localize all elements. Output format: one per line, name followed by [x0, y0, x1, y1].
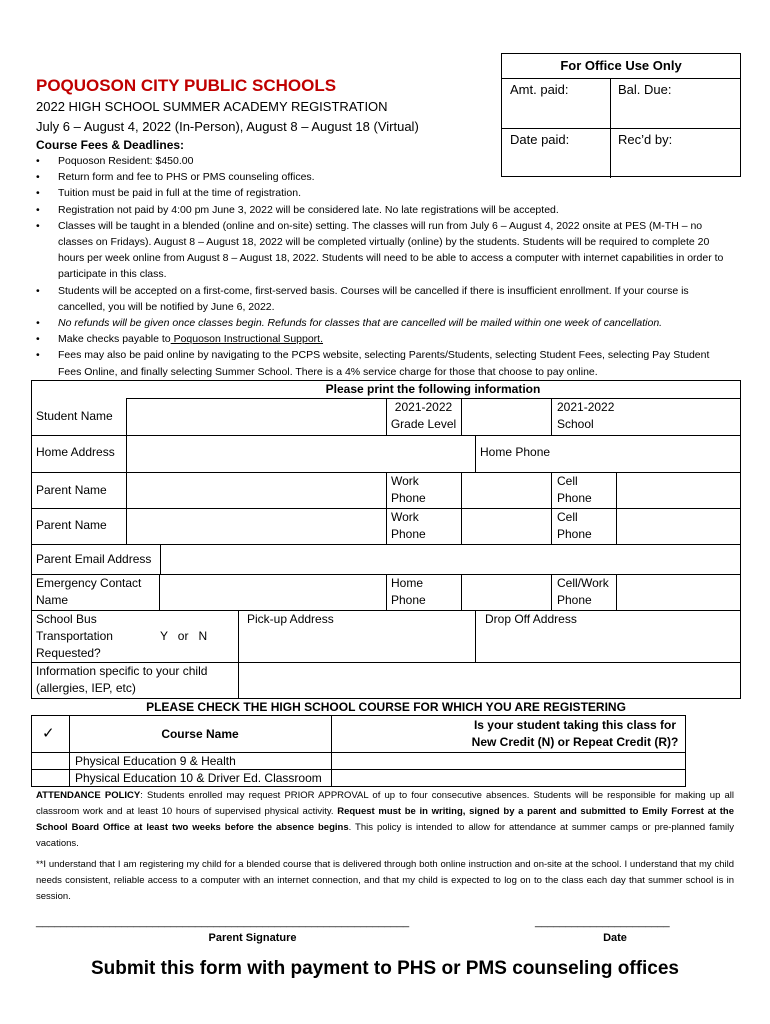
dropoff-address-label: Drop Off Address — [485, 612, 577, 626]
phone-label: Phone — [557, 593, 592, 607]
list-item: • Tuition must be paid in full at the time of registration. — [36, 185, 726, 201]
pickup-address-label: Pick-up Address — [247, 612, 334, 626]
phone-label: Phone — [557, 491, 592, 505]
course-row-2[interactable]: Physical Education 10 & Driver Ed. Classroom — [75, 771, 322, 785]
form-heading: Please print the following information — [325, 382, 541, 396]
school-year-label: 2021-2022 — [557, 400, 615, 414]
cell-label: Cell — [557, 474, 578, 488]
fees-heading: Course Fees & Deadlines: — [36, 138, 185, 152]
signature-line[interactable]: _____________________________________________________________ — [36, 916, 410, 928]
bus-label-1: School Bus — [36, 612, 97, 626]
bal-due-label: Bal. Due: — [618, 82, 672, 97]
program-dates: July 6 – August 4, 2022 (In-Person), August 8 – August 18 (Virtual) — [36, 119, 419, 134]
date-line[interactable]: ______________________ — [535, 916, 670, 928]
course-row-1[interactable]: Physical Education 9 & Health — [75, 754, 236, 768]
check-icon: ✓ — [42, 725, 55, 742]
list-item: • Classes will be taught in a blended (online and on-site) setting. The classes will run from July 6 – August 4, 2022 onsite at PES (M-TH – no classes on Fridays). August 8 – August 18, 2022 will be completed virtually (online) by the students. Students will be required to complete 20 hours per week online from August 8 – August 18, 2022. Students will need to be able to access a computer with internet capabilities in order to participate in this class. — [36, 218, 726, 283]
emergency-name-label: Name — [36, 593, 69, 607]
cell-work-label: Cell/Work — [557, 576, 609, 590]
submit-instructions: Submit this form with payment to PHS or PMS counseling offices — [91, 958, 679, 979]
list-item — [36, 331, 726, 347]
checks-payee: Poquoson Instructional Support. — [170, 333, 324, 346]
amt-paid-label: Amt. paid: — [510, 82, 569, 97]
phone-label: Phone — [557, 527, 592, 541]
attendance-text-2: . This policy is intended to allow for attendance at summer camps or pre-planned family vacations. — [36, 822, 734, 849]
course-table-heading: PLEASE CHECK THE HIGH SCHOOL COURSE FOR WHICH YOU ARE REGISTERING — [146, 700, 626, 714]
grade-level-label: Grade Level — [390, 417, 457, 431]
list-item: • Return form and fee to PHS or PMS counseling offices. — [36, 169, 726, 185]
list-item: • No refunds will be given once classes begin. Refunds for classes that are cancelled will be mailed within one week of cancellation. — [36, 315, 726, 331]
credit-header-1: Is your student taking this class for — [473, 718, 677, 732]
parent-name-label-2: Parent Name — [36, 518, 107, 532]
list-item: • Poquoson Resident: $450.00 — [36, 153, 726, 169]
bus-y-or-n[interactable]: Y or N — [160, 629, 208, 643]
recd-by-label: Rec’d by: — [618, 132, 673, 147]
work-label: Work — [391, 474, 419, 488]
phone-label: Phone — [391, 491, 426, 505]
list-item: • Fees may also be paid online by navigating to the PCPS website, selecting Parents/Students, selecting Student Fees, selecting Pay Student Fees Online, and finally selecting Summer School. There is a 4% service charge for those that choose to pay online. — [36, 347, 726, 379]
list-item: • Registration not paid by 4:00 pm June 3, 2022 will be considered late. No late registrations will be accepted. — [36, 202, 726, 218]
phone-label: Phone — [391, 593, 426, 607]
date-paid-label: Date paid: — [510, 132, 570, 147]
home-address-label: Home Address — [36, 445, 115, 459]
program-title: 2022 HIGH SCHOOL SUMMER ACADEMY REGISTRATION — [36, 99, 388, 114]
parent-signature-label: Parent Signature — [208, 932, 297, 944]
list-item: • Students will be accepted on a first-come, first-served basis. Courses will be cancelled if there is insufficient enrollment. If your course is cancelled, you will be notified by June 6, 2022. — [36, 283, 726, 315]
phone-label: Phone — [391, 527, 426, 541]
student-name-label: Student Name — [36, 409, 113, 423]
attendance-bold: Request must be in writing, signed by a parent and submitted to Emily Forrest at the School Board Office at least two weeks before the absence begins — [36, 806, 734, 833]
school-label: School — [557, 417, 594, 431]
parent-name-label-1: Parent Name — [36, 483, 107, 497]
work-label: Work — [391, 510, 419, 524]
child-info-label-1: Information specific to your child — [36, 664, 208, 678]
school-title: POQUOSON CITY PUBLIC SCHOOLS — [36, 76, 337, 95]
cell-label: Cell — [557, 510, 578, 524]
child-info-label-2: (allergies, IEP, etc) — [36, 681, 136, 695]
credit-header-2: New Credit (N) or Repeat Credit (R)? — [471, 735, 679, 749]
attendance-policy — [36, 788, 734, 852]
emergency-contact-label: Emergency Contact — [36, 576, 142, 590]
checks-text: Make checks payable to — [58, 333, 171, 346]
date-label: Date — [603, 932, 627, 944]
office-use-header: For Office Use Only — [502, 54, 740, 79]
fees-list — [36, 153, 726, 380]
parent-email-label: Parent Email Address — [36, 552, 152, 566]
attendance-text-1: : Students enrolled may request PRIOR APPROVAL of up to four consecutive absences. Students will be responsible for making up all classroom work and at least 10 hours of supervised physical activity. — [36, 790, 734, 817]
grade-year-label: 2021-2022 — [394, 400, 453, 414]
attendance-label: ATTENDANCE POLICY — [36, 790, 141, 801]
home-label: Home — [391, 576, 424, 590]
course-name-header: Course Name — [161, 727, 239, 741]
home-phone-label: Home Phone — [480, 445, 551, 459]
bus-label-3: Requested? — [36, 646, 101, 660]
bus-label-2: Transportation — [36, 629, 113, 643]
acknowledgement-text: **I understand that I am registering my child for a blended course that is delivered through both online instruction and on-site at the school. I understand that my child needs consistent, reliable access to a computer with an internet connection, and that my child is expected to log on to the class each day that summer school is in session. — [36, 859, 734, 902]
